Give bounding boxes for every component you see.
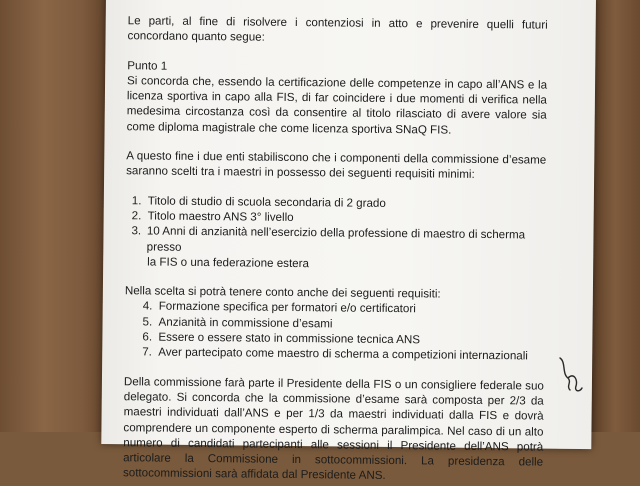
- wooden-surface-right: [590, 0, 640, 432]
- list-number: 1.: [131, 193, 142, 208]
- handwritten-initials: [556, 352, 586, 396]
- punto-paragraph: Si concorda che, essendo la certificazione delle competenze in capo all’ANS e la licenza sportiva in capo alla FIS, di far coincidere i due momenti di verifica nella medesima circostanza così da consentire al titolo rilasciato di avere valore sia come diploma magistrale che come licenza sportiva SNaQ FIS.: [126, 74, 548, 137]
- document-page: [101, 0, 596, 483]
- list-text: la FIS o una federazione estera: [147, 255, 310, 270]
- list-text: Titolo di studio di scuola secondaria di 2 grado: [147, 194, 386, 210]
- requirements-list: [125, 193, 546, 274]
- criteria-list: [124, 299, 545, 365]
- list-text: Essere o essere stato in commissione tecnica ANS: [158, 330, 421, 347]
- list-number: 4.: [142, 299, 153, 313]
- list-text: 10 Anni di anzianità nell’esercizio della professione di maestro di scherma presso: [146, 224, 526, 254]
- punto-heading: Punto 1: [127, 58, 168, 73]
- list-text: Anzianità in commissione d’esami: [158, 315, 333, 331]
- list-number: 7.: [142, 345, 152, 359]
- intro-paragraph: Le parti, al fine di risolvere i contenziosi in atto e prevenire quelli futuri concordano quanto segue:: [127, 14, 548, 44]
- list-text: Aver partecipato come maestro di scherma a competizioni internazionali: [158, 345, 528, 363]
- list-number: 3.: [131, 224, 142, 238]
- list-text: Formazione specifica per formatori e/o certificatori: [158, 300, 416, 316]
- list-text: Titolo maestro ANS 3° livello: [147, 209, 294, 224]
- criteria-intro: Nella scelta si potrà tenere conto anche dei seguenti requisiti:: [124, 284, 441, 301]
- final-paragraph: Della commissione farà parte il Presidente della FIS o un consigliere federale suo delegato. Si concorda che la commissione d’esame sarà composta per 2/3 da maestri individuati dall’ANS e per 1/3 da maestri individuati dalla FIS e dovrà comprendere un componente esperto di scherma paralimpica. Nel caso di un alto numero di candidati partecipanti alle sessioni il Presidente dell’ANS potrà articolare la Commissione in sottocommissioni. La presidenza delle sottocommissioni sarà affidata dal Presidente ANS.: [122, 374, 544, 483]
- document-text: [123, 13, 548, 485]
- list-number: 2.: [131, 209, 142, 223]
- list-number: 6.: [142, 330, 153, 344]
- commission-paragraph: A questo fine i due enti stabiliscono che i componenti della commissione d’esame saranno scelti tra i maestri in possesso dei seguenti requisiti minimi:: [126, 149, 547, 182]
- list-item: [131, 224, 545, 259]
- wooden-surface-left: [0, 0, 110, 432]
- list-number: 5.: [142, 315, 153, 329]
